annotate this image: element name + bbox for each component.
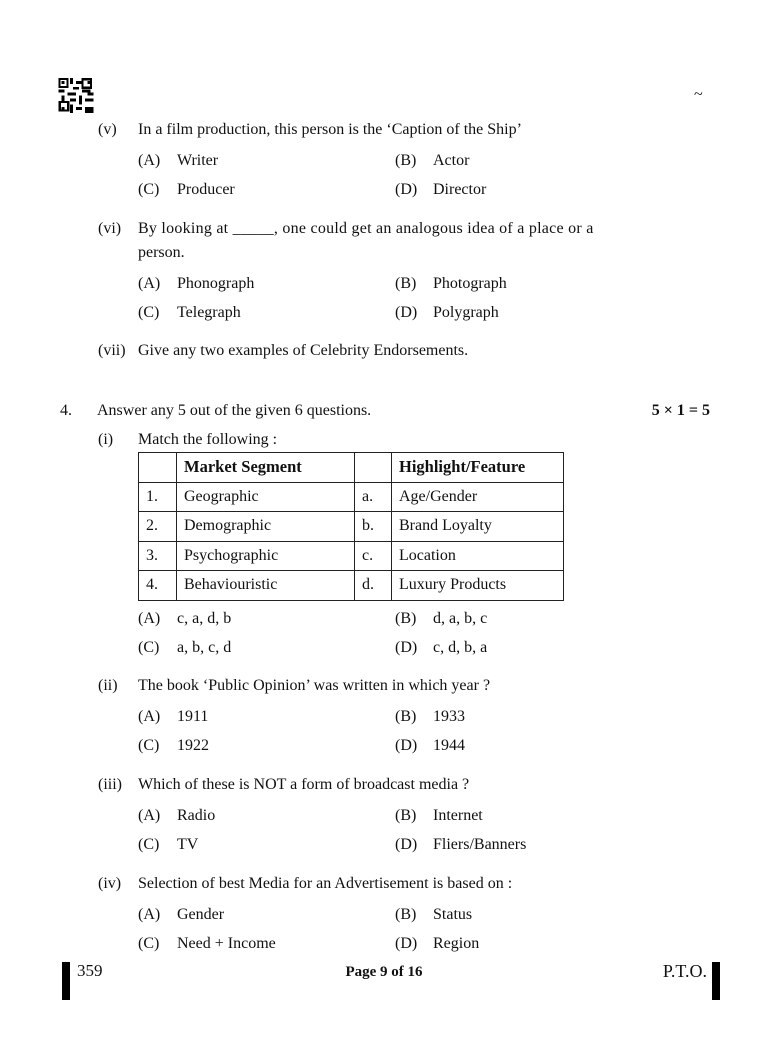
option-key: (C) <box>138 181 160 198</box>
table-row <box>139 482 564 512</box>
table-cell: 4. <box>139 571 177 601</box>
question-number: (v) <box>98 121 117 138</box>
question-text: Give any two examples of Celebrity Endorsements. <box>138 342 469 359</box>
table-cell: b. <box>355 512 392 542</box>
option-key: (D) <box>395 639 418 656</box>
option-key: (C) <box>138 737 160 754</box>
table-cell: d. <box>355 571 392 601</box>
option-text: a, b, c, d <box>177 639 232 656</box>
option-text: Need + Income <box>177 935 276 952</box>
option-text: 1933 <box>433 708 465 725</box>
question-number: (iv) <box>98 875 122 892</box>
option-key: (A) <box>138 152 161 169</box>
table-row <box>139 571 564 601</box>
option-text: Actor <box>433 152 470 169</box>
table-cell: a. <box>355 482 392 512</box>
option-key: (A) <box>138 807 161 824</box>
option-text: c, a, d, b <box>177 610 232 627</box>
table-header-row <box>139 453 564 483</box>
option-key: (D) <box>395 737 418 754</box>
option-text: Status <box>433 906 473 923</box>
table-cell: Brand Loyalty <box>392 512 564 542</box>
option-key: (B) <box>395 708 417 725</box>
question-text: Which of these is NOT a form of broadcast media ? <box>138 776 470 793</box>
page-number: Page 9 of 16 <box>345 964 423 980</box>
option-text: Phonograph <box>177 275 255 292</box>
option-text: Fliers/Banners <box>433 836 527 853</box>
qr-code-icon <box>58 78 94 113</box>
option-key: (D) <box>395 935 418 952</box>
table-cell: 3. <box>139 541 177 571</box>
match-table <box>138 452 564 601</box>
question-text: The book ‘Public Opinion’ was written in which year ? <box>138 677 491 694</box>
table-row <box>139 512 564 542</box>
option-text: Radio <box>177 807 216 824</box>
option-key: (B) <box>395 906 417 923</box>
question-number: (vi) <box>98 220 122 237</box>
option-text: Director <box>433 181 487 198</box>
option-text: Internet <box>433 807 483 824</box>
table-cell: Luxury Products <box>392 571 564 601</box>
question-text: Selection of best Media for an Advertisement is based on : <box>138 875 513 892</box>
option-text: Polygraph <box>433 304 499 321</box>
option-text: TV <box>177 836 199 853</box>
question-text: Answer any 5 out of the given 6 questions. <box>97 402 372 419</box>
option-text: d, a, b, c <box>433 610 488 627</box>
option-key: (A) <box>138 708 161 725</box>
option-key: (C) <box>138 639 160 656</box>
option-text: Telegraph <box>177 304 241 321</box>
option-key: (B) <box>395 807 417 824</box>
question-text-continued: person. <box>138 244 185 261</box>
table-cell: Age/Gender <box>392 482 564 512</box>
option-key: (B) <box>395 275 417 292</box>
question-text: By looking at _____, one could get an analogous idea of a place or a <box>138 220 594 237</box>
option-key: (A) <box>138 906 161 923</box>
question-number: 4. <box>60 402 72 419</box>
option-key: (D) <box>395 181 418 198</box>
header-mark: ~ <box>694 86 703 103</box>
option-key: (C) <box>138 935 160 952</box>
table-cell: 2. <box>139 512 177 542</box>
table-row <box>139 541 564 571</box>
option-text: Region <box>433 935 480 952</box>
table-cell: 1. <box>139 482 177 512</box>
option-key: (C) <box>138 836 160 853</box>
table-header <box>139 453 177 483</box>
option-text: c, d, b, a <box>433 639 488 656</box>
option-text: Writer <box>177 152 219 169</box>
paper-code: 359 <box>77 961 103 980</box>
option-key: (B) <box>395 152 417 169</box>
table-cell: Geographic <box>177 482 355 512</box>
option-key: (D) <box>395 836 418 853</box>
question-number: (vii) <box>98 342 126 359</box>
question-number: (iii) <box>98 776 122 793</box>
option-text: Producer <box>177 181 235 198</box>
question-number: (ii) <box>98 677 118 694</box>
table-cell: Behaviouristic <box>177 571 355 601</box>
option-key: (B) <box>395 610 417 627</box>
table-cell: Location <box>392 541 564 571</box>
pto-label: P.T.O. <box>662 961 707 981</box>
option-text: Photograph <box>433 275 507 292</box>
option-text: 1944 <box>433 737 465 754</box>
question-text: Match the following : <box>138 431 278 448</box>
table-cell: c. <box>355 541 392 571</box>
table-header <box>355 453 392 483</box>
option-text: 1922 <box>177 737 209 754</box>
table-cell: Psychographic <box>177 541 355 571</box>
option-text: Gender <box>177 906 225 923</box>
option-key: (A) <box>138 275 161 292</box>
option-text: 1911 <box>177 708 209 725</box>
option-key: (A) <box>138 610 161 627</box>
question-number: (i) <box>98 431 114 448</box>
marks: 5 × 1 = 5 <box>651 402 710 419</box>
option-key: (C) <box>138 304 160 321</box>
option-key: (D) <box>395 304 418 321</box>
question-text: In a film production, this person is the ‘Caption of the Ship’ <box>138 121 522 138</box>
table-header: Market Segment <box>177 453 355 483</box>
table-header: Highlight/Feature <box>392 453 564 483</box>
table-cell: Demographic <box>177 512 355 542</box>
